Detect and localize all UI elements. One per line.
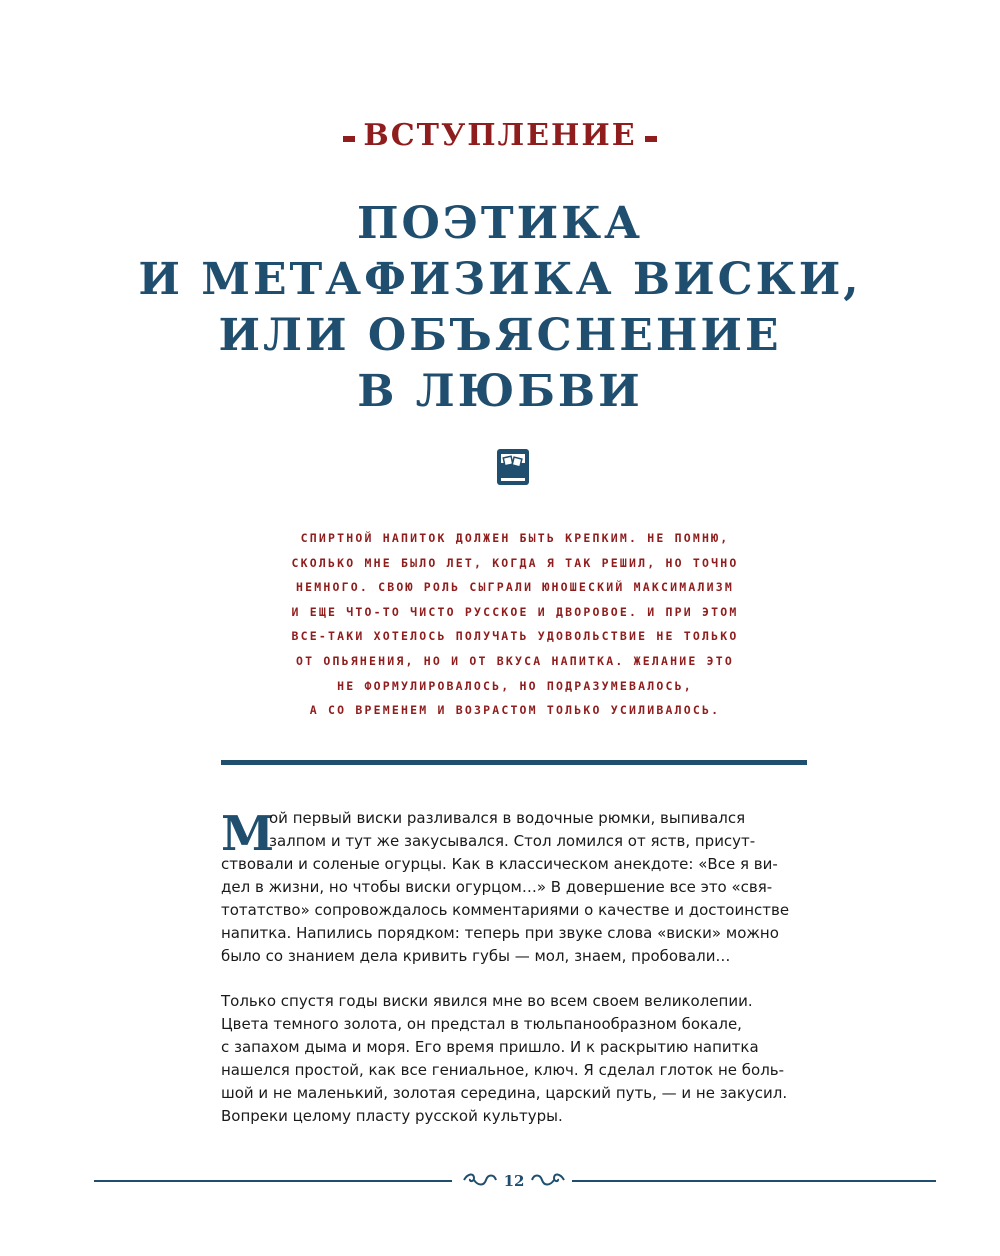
paragraph-line: с запахом дыма и моря. Его время пришло. И к раскрытию напитка — [221, 1038, 759, 1056]
chapter-title-line: ИЛИ ОБЪЯСНЕНИЕ — [218, 310, 782, 361]
paragraph-1 — [221, 807, 821, 968]
chapter-title-line: ПОЭТИКА — [356, 198, 644, 249]
footer-rule-right — [572, 1180, 936, 1182]
paragraph-2 — [221, 990, 821, 1128]
chapter-title-line: И МЕТАФИЗИКА ВИСКИ, — [138, 254, 862, 305]
paragraph-line: дел в жизни, но чтобы виски огурцом…» В довершение все это «свя- — [221, 878, 773, 896]
paragraph-line: напитка. Напились порядком: теперь при звуке слова «виски» можно — [221, 924, 779, 942]
paragraph-line: Цвета темного золота, он предстал в тюльпанообразном бокале, — [221, 1015, 742, 1033]
epigraph — [200, 526, 830, 723]
paragraph-line: нашелся простой, как все гениальное, ключ. Я сделал глоток не боль- — [221, 1061, 785, 1079]
epigraph-line: ОТ ОПЬЯНЕНИЯ, НО И ОТ ВКУСА НАПИТКА. ЖЕЛАНИЕ ЭТО — [296, 653, 734, 668]
paragraph-line: залпом и тут же закусывался. Стол ломился от яств, присут- — [269, 832, 756, 850]
paragraph-line: ствовали и соленые огурцы. Как в классическом анекдоте: «Все я ви- — [221, 855, 778, 873]
section-label-dash-left — [343, 136, 355, 142]
paragraph-line: ой первый виски разливался в водочные рюмки, выпивался — [269, 809, 746, 827]
epigraph-line: СПИРТНОЙ НАПИТОК ДОЛЖЕН БЫТЬ КРЕПКИМ. НЕ ПОМНЮ, — [300, 531, 730, 545]
paragraph-line: Вопреки целому пласту русской культуры. — [221, 1107, 563, 1125]
epigraph-line: СКОЛЬКО МНЕ БЫЛО ЛЕТ, КОГДА Я ТАК РЕШИЛ, НО ТОЧНО — [291, 555, 739, 570]
paragraph-line: тотатство» сопровождалось комментариями о качестве и достоинстве — [221, 901, 790, 919]
chapter-title-line: В ЛЮБВИ — [357, 366, 643, 417]
footer-rule-left — [94, 1180, 452, 1182]
divider-rule — [221, 760, 807, 765]
epigraph-line: И ЕЩЕ ЧТО-ТО ЧИСТО РУССКОЕ И ДВОРОВОЕ. И ПРИ ЭТОМ — [291, 604, 739, 619]
section-label-dash-right — [645, 136, 657, 142]
epigraph-line: НЕ ФОРМУЛИРОВАЛОСЬ, НО ПОДРАЗУМЕВАЛОСЬ, — [337, 678, 693, 693]
section-label — [0, 118, 1000, 153]
section-label-text: ВСТУПЛЕНИЕ — [363, 118, 637, 153]
epigraph-line: ВСЕ-ТАКИ ХОТЕЛОСЬ ПОЛУЧАТЬ УДОВОЛЬСТВИЕ НЕ ТОЛЬКО — [291, 629, 739, 644]
paragraph-line: Только спустя годы виски явился мне во всем своем великолепии. — [221, 992, 753, 1010]
flourish-left-icon — [462, 1170, 498, 1190]
epigraph-line: НЕМНОГО. СВОЮ РОЛЬ СЫГРАЛИ ЮНОШЕСКИЙ МАКСИМАЛИЗМ — [296, 580, 734, 595]
drop-cap: М — [221, 806, 275, 862]
flourish-right-icon — [530, 1170, 566, 1190]
paragraph-line: шой и не маленький, золотая середина, царский путь, — и не закусил. — [221, 1084, 788, 1102]
chapter-title — [0, 196, 1000, 420]
whisky-glass-icon — [496, 448, 530, 486]
epigraph-line: А СО ВРЕМЕНЕМ И ВОЗРАСТОМ ТОЛЬКО УСИЛИВАЛОСЬ. — [309, 703, 721, 718]
page-number: 12 — [503, 1172, 525, 1190]
paragraph-line: было со знанием дела кривить губы — мол, знаем, пробовали… — [221, 947, 731, 965]
